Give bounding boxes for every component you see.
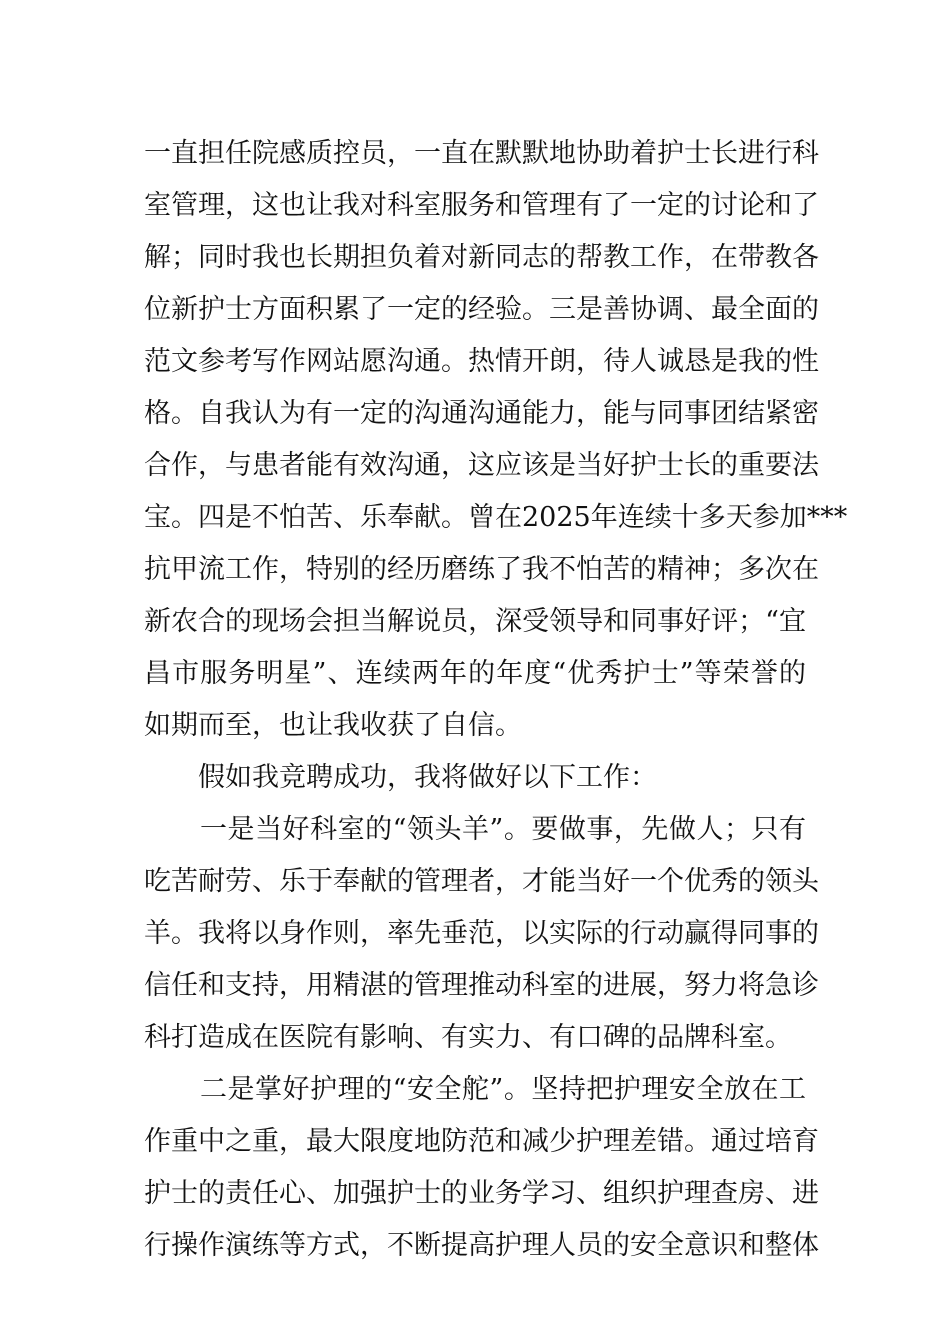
paragraph-first-line: 假如我竞聘成功，我将做好以下工作：	[198, 762, 657, 793]
paragraph-first-line: 一是当好科室的“领头羊”。要做事，先做人；只有	[200, 814, 806, 845]
body-text-line: 范文参考写作网站愿沟通。热情开朗，待人诚恳是我的性	[144, 346, 819, 377]
paragraph-first-line: 二是掌好护理的“安全舵”。坚持把护理安全放在工	[200, 1074, 806, 1105]
body-text-line: 新农合的现场会担当解说员，深受领导和同事好评；“宜	[144, 606, 806, 637]
body-text-line: 昌市服务明星”、连续两年的年度“优秀护士”等荣誉的	[144, 658, 806, 689]
body-text-line: 信任和支持，用精湛的管理推动科室的进展，努力将急诊	[144, 970, 819, 1001]
body-text-line: 羊。我将以身作则，率先垂范，以实际的行动赢得同事的	[144, 918, 819, 949]
body-text-line: 作重中之重，最大限度地防范和减少护理差错。通过培育	[144, 1126, 819, 1157]
body-text-line: 宝。四是不怕苦、乐奉献。曾在2025年连续十多天参加***	[144, 502, 848, 533]
body-text-line: 合作，与患者能有效沟通，这应该是当好护士长的重要法	[144, 450, 819, 481]
body-text-line: 护士的责任心、加强护士的业务学习、组织护理查房、进	[144, 1178, 819, 1209]
body-text-line: 如期而至，也让我收获了自信。	[144, 710, 522, 741]
body-text-line: 室管理，这也让我对科室服务和管理有了一定的讨论和了	[144, 190, 819, 221]
body-text-line: 科打造成在医院有影响、有实力、有口碑的品牌科室。	[144, 1022, 792, 1053]
body-text-line: 解；同时我也长期担负着对新同志的帮教工作，在带教各	[144, 242, 819, 273]
body-text-line: 一直担任院感质控员，一直在默默地协助着护士长进行科	[144, 138, 819, 169]
body-text-line: 抗甲流工作，特别的经历磨练了我不怕苦的精神；多次在	[144, 554, 819, 585]
body-text-line: 吃苦耐劳、乐于奉献的管理者，才能当好一个优秀的领头	[144, 866, 819, 897]
body-text-line: 行操作演练等方式，不断提高护理人员的安全意识和整体	[144, 1230, 819, 1261]
body-text-line: 位新护士方面积累了一定的经验。三是善协调、最全面的	[144, 294, 819, 325]
body-text-line: 格。自我认为有一定的沟通沟通能力，能与同事团结紧密	[144, 398, 819, 429]
